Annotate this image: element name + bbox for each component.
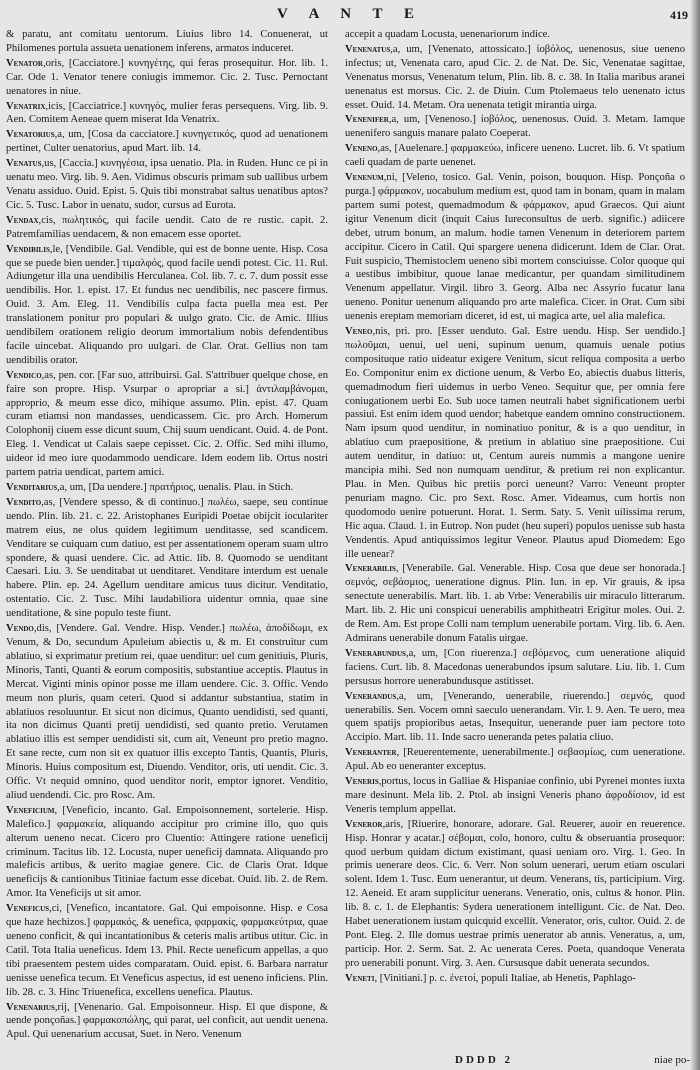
- dictionary-entry: [345, 647, 685, 689]
- entry-headword: Venenum: [345, 172, 384, 184]
- entry-headword: Veneficus: [6, 903, 50, 915]
- entry-headword: Veneo: [345, 326, 373, 338]
- dictionary-entry: [6, 157, 328, 213]
- entry-definition: , [Veneficio, incanto. Gal. Empoisonnement, sortelerie. Hisp. Malefico.] φαρμακεία, aliquando accipitur pro crimine illo, quo quis alterum ueneno necat. Cicero pro Cluentio: Attingere ratione ueneficij criminum. Tacitus lib. 12. Locusta, nuper ueneficij damnata. Aliquando pro maleficis artibus, & uerito magiae genere. Cic. de Claris Orat. Idque ueneficijs & cantionibus Titiniae factum esse dicebat. Ouid. lib. 2. de Rem. Amor. Ita Veneficijs ut sit amor.: [6, 804, 328, 900]
- entry-definition: , [Venerabile. Gal. Venerable. Hisp. Cosa que deue ser honorada.] σεμνός, σεβάσμιος, ueneratione dignus. Plin. Iun. in ep. Vir grauis, & ipsa senectute uenerabilis. Mart. lib. 1. ab Vrbe: Venerabilis uir miraculo litterarum. Mart. lib. 2. Hic uni conspicui uenerabilis amphitheatri Erigitur moles. Oui. 2. de Rem. Am. Est prope Colli nam templum uenerabile portam. Virg. lib. 6. Aen. Admirans uenerabile donum Fatalis uirgae.: [345, 563, 685, 644]
- dictionary-entry: [345, 142, 685, 170]
- entry-definition: ,aris, [Riuerire, honorare, adorare. Gal. Reuerer, auoir en reuerence. Hisp. Honrar y acatar.] σέβομαι, colo, honoro, cultu & obseruantia prosequor: quod uerbum quidam dictum existimant, quasi ueniam oro. Virg. 1. Geo. In primis uenerare deos. Cic. 6. Verr. Non solum uenerari, uerum etiam osculari solent. Idem 1. Tusc. Eum uenerantur, ut deum. Venerans, tis, participium. Virg. 12. Aeneid. Et aram supplicitur uenerans. Veneratio, onis, cultus & honor. Plin. lib. 8. c. 1. de Elephantis: Sydera uenerationem intelligunt. Cic. de Nat. Deo. Habet uenerationem iustam quicquid excellit. Venerator, oris, cultor. Ouid. 2. de Pont. Eleg. 2. Ille domus uestrae primis uenerator ab annis. Veneratus, a, um, particip. Hor. 2. Serm. Sat. 2. Ac uenerata Ceres. Poeta, quandoque Venerata pro uenerabili ponunt. Virg. 3. Aen. Cursusque dabit uenerata secundos.: [345, 818, 685, 969]
- entry-definition: ,icis, [Cacciatrice.] κυνηγός, mulier feras persequens. Virg. lib. 9. Aen. Comitem Aeneae quem miserat Ida Venatrix.: [6, 100, 328, 126]
- header-title: V A N T E: [276, 6, 424, 22]
- catchword: niae po-: [654, 1054, 690, 1066]
- dictionary-entry: [345, 325, 685, 561]
- entry-headword: Vendax: [6, 214, 39, 226]
- entry-definition: ,rij, [Venenario. Gal. Empoisonneur. Hisp. El que dispone, & uende ponçoñas.] φαρμακοπώλης, qui parat, uel conficit, aut uendit uenena. Apul. Qui uenenarium accusat, Suet. in Nero. Venenum: [6, 1001, 328, 1041]
- dictionary-entry: [6, 57, 328, 99]
- entry-definition: ,a, um, [Venenoso.] ἰοβόλος, uenenosus. Ouid. 3. Metam. Iamque uenenifero sanguis manare palato Coeperat.: [345, 114, 685, 140]
- binding-shadow: [690, 0, 700, 1070]
- dictionary-entry: [6, 369, 328, 480]
- entry-definition: ,oris, [Cacciatore.] κυνηγέτης, qui feras prosequitur. Hor. lib. 1. Car. Ode 1. Venator tenere coniugis immemor. Cic. 2. Tusc. Pernoctant uenatores in niue.: [6, 57, 328, 97]
- dictionary-entry: [345, 113, 685, 141]
- dictionary-entry: [6, 214, 328, 242]
- entry-headword: Venatorius: [6, 129, 55, 141]
- dictionary-entry: [6, 496, 328, 621]
- entry-headword: Veneno: [345, 143, 378, 155]
- entry-headword: Veneti: [345, 972, 375, 984]
- entry-headword: Venenatus: [345, 43, 391, 55]
- entry-headword: Veneficium: [6, 804, 55, 816]
- entry-headword: Venenifer: [345, 114, 389, 126]
- entry-definition: ,a, um, [Venerando, uenerabile, riuerendo.] σεμνός, quod uenerabilis. Sen. Vocem omni saeculo uenerandam. Vir. l. 9. Aen. Te uero, mea quem spatijs propioribus aetas, Insequitur, uenerande puer iam pectore toto Accipio. Mart. lib. 11. Inde sacro ueneranda petes palatia cliuo.: [345, 690, 685, 744]
- entry-definition: ,le, [Vendibile. Gal. Vendible, qui est de bonne uente. Hisp. Cosa que se puede bien uender.] τιμαλφός, quod facile uendi potest. Cic. 11. Rul. Adiungetur illa una uendibilis Herculanea. Col. lib. 7. c. 7. dum possit esse uendibilis. Hor. 1. epist. 17. Et fundus nec uendibilis, nec pascere firmus. Ouid. 3. Am. Eleg. 11. Vendibilis culpa facta puella mea est. Per translationem ponitur pro populari & uulgo grato. Cic. de Amic. Illius uendibilem orationem religio deorum immortalium nobis defendentibus facile uincebat. Aliquando pro uulgari. de Clar. Orat. Gellius non tam uendibilis orator.: [6, 243, 328, 366]
- entry-definition: ,portus, locus in Galliae & Hispaniae confinio, ubi Pyrenei montes iuxta mare desinunt. Mela lib. 2. Ptol. ab insigni Veneris phano ἀφροδίσιον, id est Veneris templum appellat.: [345, 776, 685, 815]
- entry-definition: ,us, [Caccia.] κυνηγέσια, ipsa uenatio. Pla. in Ruden. Hunc ce pi in uenatu meo. Virg. lib. 9. Aen. Vidimus obscuris primam sub uallibus urbem Venatu assiduo. Ouid. Epist. 5. Quis tibi monstrabat saltus uenatibus aptos? Cic. 5. Tusc. Labor in uenatu, sudor, cursus ad Eurota.: [6, 158, 328, 211]
- entry-definition: ,ni, [Veleno, tosico. Gal. Venin, poison, bouquon. Hisp. Ponçoña o purga.] φάρμακον, uocabulum medium est, quod tam in bonam, quam in malam partem sumi potest, quemadmodum & φάρμακον, apud Graecos. Qui aiunt igitur Venenum dicit (inquit Caius Iureconsultus de uerb. signific.) adiicere debet, utrum bonum, an malum. hodie tamen Venenum in deteriorem partem accipitur. Cicero in Catil. Qui spargere uenena didicerunt. Idem de Clar. Orat. Fuit suspicio, Themistoclem ueneno sibi mortem consciuisse. Color quoque qui a uestibus imbibitur, quoue lanae medicantur, per quandam similitudinem Venenum appellatur. Virgil. libro 3. Georg. Alba nec Assyrio fucatur lana ueneno. Ponitur uenenum aliquando pro arte malefica. Cicer. in Orat. Cum sibi uenenis ereptam memoriam diceret, id est, ui magica arte, uel alia malefica.: [345, 172, 685, 323]
- dictionary-entry: [345, 562, 685, 645]
- entry-definition: ,as, pen. cor. [Far suo, attribuirsi. Gal. S'attribuer quelque chose, en faire son propre. Hisp. Vsurpar o apropriar a si.] ἀντιλαμβάνομαι, approprio, & meum esse dico, mihique assumo. Plin. epist. 47. Quam curam etiamsi non mandasses, uendicassem. Cic. pro Arch. Homerum Colophonij ciuem esse dicunt suum, Chij suum uendicant. Ouid. 4. de Pont. Eleg. 1. Vendicat ut Calais saepe cepisset. Cic. 2. Offic. Sed mihi illumo, uideor id meo iure quodammodo uendicare. Idem eodem lib. Ortus nostri partem patria uendicat, partem amici.: [6, 369, 328, 479]
- dictionary-entry: [6, 128, 328, 156]
- dictionary-entry: [345, 690, 685, 746]
- entry-headword: Venatus: [6, 158, 42, 170]
- entry-definition: ,dis, [Vendere. Gal. Vendre. Hisp. Vender.] πωλέω, ἀποδίδωμι, ex Venum, & Do, secundum Apuleium abiectis u, & m. Et construitur cum ablatiuo, si exprimatur pretium rei, quae uenditur: uel cum genitiuis, Pluris, Minoris, Tanti, Quanti & eorum compositis, substantiue acceptis. Plautus in Mercat. Viginti minis opinor posse me illam uendere. Cic. 3. Offic. Vendo meum non pluris, quam ceteri. Quod si addantur substantiua, statim in ablatiuos resoluuntur. Et sicut non dicimus, Quanto uendidisti, sed quanti, ita non dicimus Quanti pretij uendidisti, sed quanto pretio. Verutamen ablatiuo illis est semper uendidisti sit, cum ait, Veneunt pro pretio magno. Et sane recte, cum non sit ex quatuor illis excepto Tantis, Quantis, Pluris, Minoris. Huius compositum est, Diuendo. Venditor, oris, uti uendit. Cic. 3. Offic. Vt nequid omnino, quod uenditor norit, emptor ignoret. Venditio, aliud uendendi. Cic. pro Rosc. Am.: [6, 623, 328, 801]
- entry-definition: ,a, um, [Con riuerenza.] σεβόμενος, cum ueneratione aliquid faciens. Curt. lib. 8. Macedonas uenerabundos ipsum salutare. Liu. lib. 1. Cum persusus horrore uenerabundusque astitisset.: [345, 647, 685, 687]
- dictionary-entry: [6, 100, 328, 128]
- page-footer: [345, 1054, 690, 1066]
- entry-headword: Venatrix: [6, 100, 46, 112]
- entry-headword: Veneranter: [345, 747, 397, 759]
- dictionary-entry: [6, 481, 328, 495]
- running-header: [0, 6, 700, 28]
- dictionary-entry: [6, 804, 328, 901]
- right-column: [345, 28, 685, 987]
- entry-definition: ,a, um, [Venenato, attossicato.] ἰοβόλος, uenenosus, siue ueneno infectus; ut, Venenata caro, apud Cic. 2. de Nat. De. Sic, Venenatae sagittae, Venenatus morsus, Venenatum telum, Plin. lib. 8. c. 38. In Italia maribus aranei uenenatus est morsus. Cic. 2. de Diuin. Cum Ptolemaeus telo uenenato ictus esset. Ouid. 14. Metam. Ora uenenata tetigit mirantia uirga.: [345, 43, 685, 111]
- page-number: 419: [670, 8, 688, 22]
- entry-definition: ,nis, pri. pro. [Esser uenduto. Gal. Estre uendu. Hisp. Ser uendido.] πωλοῦμαι, uenui, uel ueni, supinum uenum, quamuis uenale potius composituque ratio uideatur exigere Venitum, sicut reliqua composita a uerbo Eo. Componitur enim ex dictione uenum, & Verbo Eo, abiectis duabus litteris, quemadmodum fieri uidemus in uerbo Veneo. Sequitur que, per omnia fere coniugationem uerbi Eo. Sub uoce tamen neutrali habet significationem uerbi passiui. Est enim idem quod uendor; habetque eandem omnino constructionem. Nam ipsum quod uenditur, in nominatiuo ponitur, & is a quo uenditur, in ablatiuo cum praepositione, & pretium in ablatiuo sine praepositione. Cui autem uenditur, in datiuo: ut, Centum aureis nummis a mangone uenire mancipia mihi. Sed non numquam uenditur, & pretium rei non explicantur. Plau. in Men. Quibus hic pretiis porci ueneunt? Varro: Veneunt propter penuriam magno. Cic. pro Sext. Rosc. Amer. Videamus, cum hortis non quodomodo uenire potuerunt. Horat. 1. Serm. Saty. 5. Venit uilissima rerum, Hic aqua. Claud. 1. in Eutrop. Non pudet (heu superi) populos uenisse sub hasta Vendentis. Apud antiquissimos legitur Veneor. Plautus apud Diomedem: Ego ille uenear?: [345, 326, 685, 560]
- entry-headword: Vendico: [6, 369, 42, 381]
- dictionary-entry: [6, 622, 328, 803]
- dictionary-entry: [345, 746, 685, 774]
- entry-definition: ,as, [Vendere spesso, & di continuo.] πωλέω, saepe, seu continue uendo. Plin. lib. 21. c. 22. Aristophanes Euripidi Poetae obijcit ioculariter matrem eius, ne olus quidem legitimum uenditasse, sed scandicem. Venditare se cuiquam cum datiuo, est per assentationem operam suam ultro spondere, & quasi uendere. Cic. ad Attic. lib. 8. Quomodo se uenditant Caesari. Liu. 3. Se uenditabat ut uenditaret. Venditare interdum est uenale habere. Plin. ep. 24. Agellum uenditare amicus tuus dicitur. Venditatio, ostentatio. Cic. 2. Tusc. Mihi laudabiliora uidentur omnia, quae sine uenditatione, & sine populo teste fiunt.: [6, 496, 328, 620]
- entry-headword: Vendibilis: [6, 243, 50, 255]
- entry-definition: ,ci, [Venefico, incantatore. Gal. Qui empoisonne. Hisp. e Cosa que haze hechizos.] φαρμακός, & uenefica, φαρμακίς, φαρμακεύτρια, quae ueneno conficit, & qui incantationibus & ceteris malis artibus utitur. Cic. in Catil. Tota Italia ueneficus. Idem 13. Phil. Recte ueneficum appellas, a quo tibi praesentem pestem uides comparatam. Ouid. epist. 6. Barbara narratur uenisse uenefica tecum. Et Veneficus aspectus, id est ueneno inficiens. Plin. lib. 28. c. 3. Hinc Triuenefica, excellens uenefica. Plautus.: [6, 903, 328, 998]
- entry-definition: ,cis, πωλητικός, qui facile uendit. Cato de re rustic. capit. 2. Patremfamilias uendacem, & non emacem esse oportet.: [6, 214, 328, 240]
- dictionary-entry: [345, 818, 685, 971]
- entry-definition: ,a, um, [Cosa da cacciatore.] κυνηγετικός, quod ad uenationem pertinet, Culter uenatorius, apud Mart. lib. 14.: [6, 129, 328, 155]
- left-continuation: & paratu, ant comitatu uentorum. Liuius libro 14. Conuenerat, ut Philomenes portula assueta uenationem inferens, armatos induceret.: [6, 29, 328, 54]
- entry-headword: Venerandus: [345, 690, 397, 702]
- signature-mark: DDDD 2: [455, 1054, 514, 1066]
- right-continuation: accepit a quadam Locusta, uenenariorum indice.: [345, 29, 551, 40]
- dictionary-entry: [345, 972, 685, 986]
- entry-definition: ,as, [Auelenare.] φαρμακεύω, inficere ueneno. Lucret. lib. 6. Vt spatium caeli quadam de parte uenenet.: [345, 143, 685, 169]
- entry-definition: ,a, um, [Da uendere.] πρατήριος, uenalis. Plau. in Stich.: [57, 482, 294, 493]
- dictionary-entry: [6, 902, 328, 999]
- entry-headword: Veneris: [345, 776, 379, 788]
- dictionary-entry: [345, 171, 685, 324]
- dictionary-entry: [345, 775, 685, 817]
- entry-definition: , [Vinitiani.] p. c. ἐνετοί, populi Italiae, ab Henetis, Paphlago-: [374, 972, 636, 984]
- entry-headword: Vendito: [6, 496, 42, 508]
- entry-headword: Venerabundus: [345, 647, 406, 659]
- dictionary-entry: [6, 243, 328, 368]
- entry-headword: Veneror: [345, 818, 383, 830]
- entry-headword: Venerabilis: [345, 563, 396, 575]
- entry-headword: Vendo: [6, 623, 34, 635]
- entry-headword: Venditarius: [6, 482, 58, 493]
- entry-headword: Venator: [6, 57, 43, 69]
- entry-definition: , [Reuerentemente, uenerabilmente.] σεβασμίως, cum ueneratione. Apul. Ab eo ueneranter exceptus.: [345, 747, 685, 773]
- entry-headword: Venenarius: [6, 1001, 55, 1013]
- dictionary-entry: [345, 43, 685, 113]
- left-column: [6, 28, 328, 1043]
- dictionary-entry: [6, 1001, 328, 1043]
